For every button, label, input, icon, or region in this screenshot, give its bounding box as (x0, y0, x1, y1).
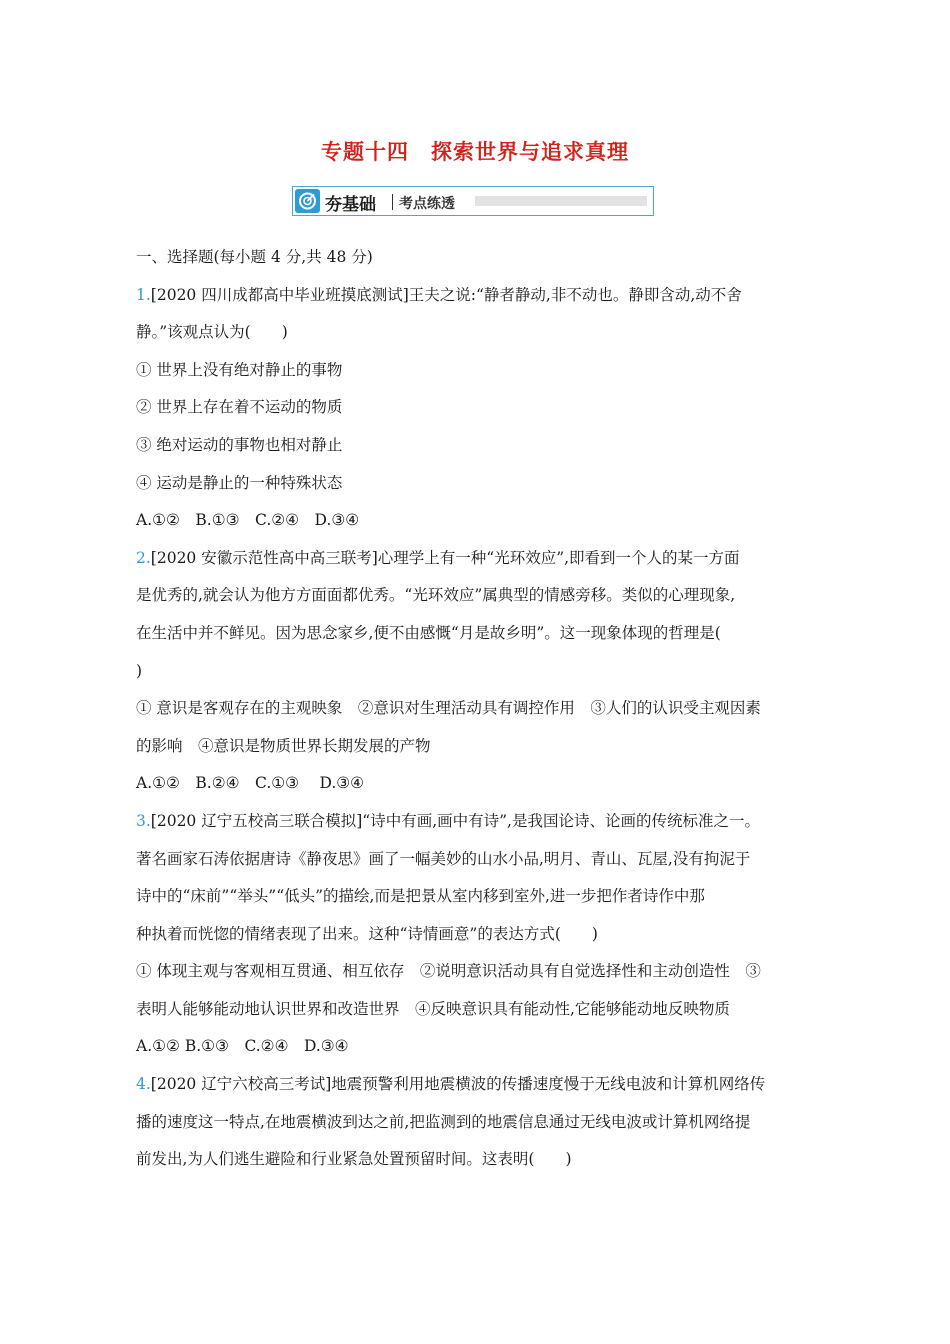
question-text: 是优秀的,就会认为他方方面面都优秀。“光环效应”属典型的情感旁移。类似的心理现象, (136, 586, 736, 605)
statement-item: 的影响 ④意识是物质世界长期发展的产物 (136, 736, 431, 755)
question-number: 1. (136, 285, 151, 304)
question-text: 前发出,为人们逃生避险和行业紧急处置预留时间。这表明( ) (136, 1150, 572, 1169)
answer-options: A.①② B.①③ C.②④ D.③④ (136, 511, 360, 530)
banner-bar (475, 196, 647, 206)
question-list (136, 239, 826, 1179)
question-text: 著名画家石涛依据唐诗《静夜思》画了一幅美妙的山水小品,明月、青山、瓦屋,没有拘泥于 (136, 849, 751, 868)
page-title: 专题十四 探索世界与追求真理 (321, 140, 629, 164)
question-text: [2020 安徽示范性高中高三联考]心理学上有一种“光环效应”,即看到一个人的某一方面 (150, 548, 740, 567)
question-line (136, 540, 826, 578)
question-text: [2020 四川成都高中毕业班摸底测试]王夫之说:“静者静动,非不动也。静即含动,动不舍 (150, 285, 742, 304)
question-text: 诗中的“床前”“举头”“低头”的描绘,而是把景从室内移到室外,进一步把作者诗作中那 (136, 887, 705, 906)
statement-item: ④ 运动是静止的一种特殊状态 (136, 473, 343, 492)
section-banner (292, 186, 654, 216)
statement-item: ② 世界上存在着不运动的物质 (136, 398, 343, 417)
question-text: 播的速度这一特点,在地震横波到达之前,把监测到的地震信息通过无线电波或计算机网络提 (136, 1112, 751, 1131)
question-text: ) (136, 661, 143, 680)
question-number: 4. (136, 1075, 151, 1094)
statement-item: ① 意识是客观存在的主观映象 ②意识对生理活动具有调控作用 ③人们的认识受主观因素 (136, 699, 761, 718)
question-text: [2020 辽宁六校高三考试]地震预警利用地震横波的传播速度慢于无线电波和计算机网络传 (150, 1075, 766, 1094)
question-text: 在生活中并不鲜见。因为思念家乡,便不由感慨“月是故乡明”。这一现象体现的哲理是( (136, 623, 721, 642)
answer-options: A.①② B.②④ C.①③ D.③④ (136, 774, 365, 793)
banner-divider (392, 194, 393, 210)
question-line (136, 803, 826, 841)
answer-options: A.①② B.①③ C.②④ D.③④ (136, 1037, 349, 1056)
statement-item: 表明人能够能动地认识世界和改造世界 ④反映意识具有能动性,它能够能动地反映物质 (136, 999, 730, 1018)
statement-item: ③ 绝对运动的事物也相对静止 (136, 435, 343, 454)
banner-title: 夯基础 (325, 195, 376, 215)
target-icon (295, 189, 320, 213)
question-number: 3. (136, 811, 151, 830)
statement-item: ① 体现主观与客观相互贯通、相互依存 ②说明意识活动具有自觉选择性和主动创造性 ③ (136, 962, 761, 981)
question-line (136, 1066, 826, 1104)
banner-subtitle: 考点练透 (399, 196, 455, 212)
statement-item: ① 世界上没有绝对静止的事物 (136, 360, 343, 379)
section-heading: 一、选择题(每小题 4 分,共 48 分) (136, 248, 373, 266)
question-text: 静。”该观点认为( ) (136, 323, 288, 342)
question-text: 种执着而恍惚的情绪表现了出来。这种“诗情画意”的表达方式( ) (136, 924, 598, 943)
question-text: [2020 辽宁五校高三联合模拟]“诗中有画,画中有诗”,是我国论诗、论画的传统标准之一。 (150, 811, 760, 830)
question-line (136, 277, 826, 315)
question-number: 2. (136, 548, 151, 567)
